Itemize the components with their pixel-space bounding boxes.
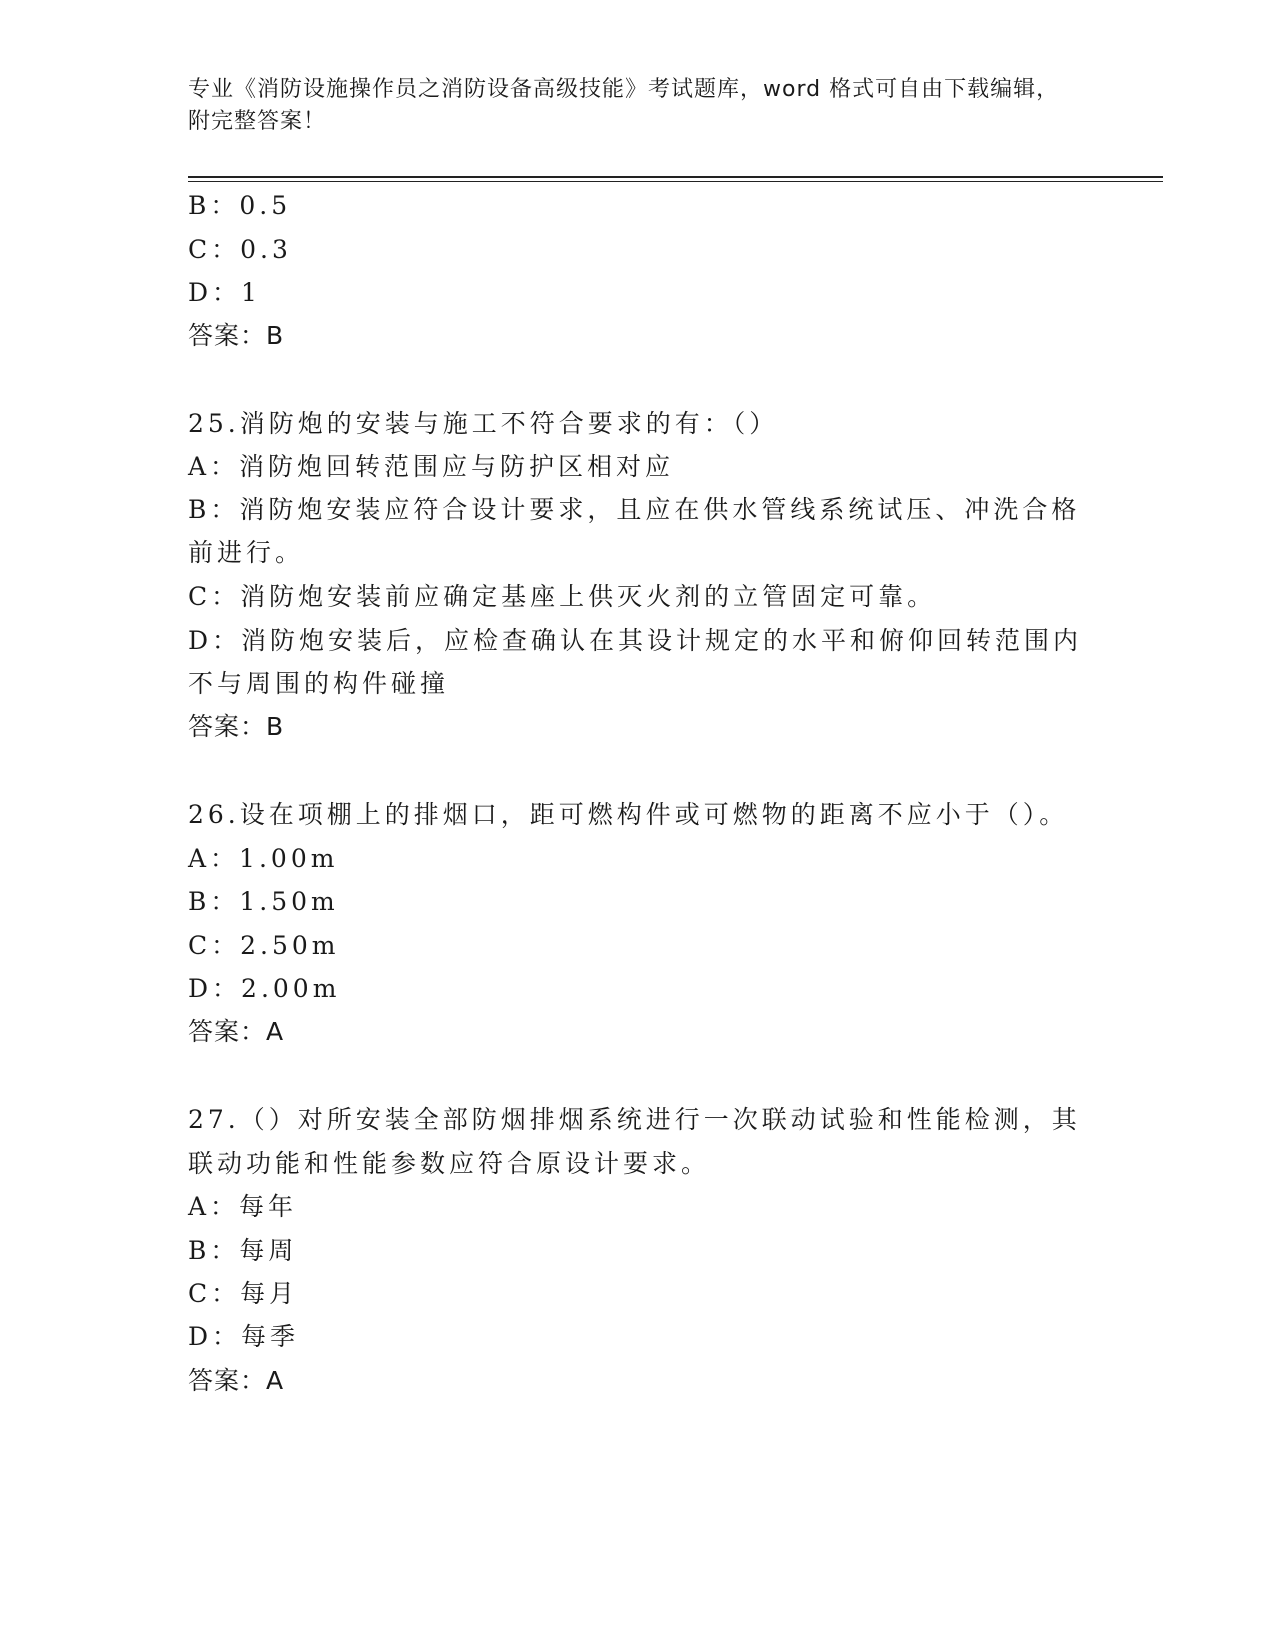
q26-option-a: A：1.00m [188, 844, 339, 873]
q27-stem-line2: 联动功能和性能参数应符合原设计要求。 [188, 1149, 711, 1178]
q27-option-c: C：每月 [188, 1279, 299, 1308]
q26-option-b: B：1.50m [188, 887, 339, 916]
q25-option-d: D：消防炮安装后，应检查确认在其设计规定的水平和俯仰回转范围内 [188, 626, 1083, 655]
prev-option-b: B：0.5 [188, 191, 292, 220]
q25-option-a: A：消防炮回转范围应与防护区相对应 [188, 452, 675, 481]
q27-option-b: B：每周 [188, 1236, 298, 1265]
q27-stem-line1: 27.（）对所安装全部防烟排烟系统进行一次联动试验和性能检测，其 [188, 1105, 1081, 1134]
q27-option-a: A：每年 [188, 1192, 298, 1221]
q25-option-d-cont: 不与周围的构件碰撞 [188, 669, 450, 698]
header-divider-thin [188, 181, 1163, 182]
q27-option-d: D：每季 [188, 1322, 300, 1351]
q26-option-d: D：2.00m [188, 974, 341, 1003]
document-header: 专业《消防设施操作员之消防设备高级技能》考试题库，word 格式可自由下载编辑，附完整答案！ [188, 77, 1060, 134]
prev-option-d-text: 1 [241, 278, 261, 307]
prev-option-d: D：1 [188, 278, 261, 307]
q26-answer: 答案：A [188, 1017, 285, 1046]
q27-answer: 答案：A [188, 1366, 285, 1395]
prev-option-c: C：0.3 [188, 235, 292, 264]
q25-answer: 答案：B [188, 712, 285, 741]
q25-option-b-cont: 前进行。 [188, 538, 305, 567]
header-divider-thick [188, 176, 1163, 178]
prev-answer: 答案：B [188, 321, 285, 350]
q26-option-c: C：2.50m [188, 931, 340, 960]
q25-option-b: B：消防炮安装应符合设计要求，且应在供水管线系统试压、冲洗合格 [188, 495, 1081, 524]
q25-stem: 25.消防炮的安装与施工不符合要求的有：（） [188, 409, 779, 438]
q26-stem: 26.设在项棚上的排烟口，距可燃构件或可燃物的距离不应小于（）。 [188, 800, 1069, 829]
q25-option-c: C：消防炮安装前应确定基座上供灭火剂的立管固定可靠。 [188, 582, 937, 611]
prev-option-b-text: 0.5 [239, 191, 292, 220]
prev-option-c-text: 0.3 [240, 235, 292, 264]
